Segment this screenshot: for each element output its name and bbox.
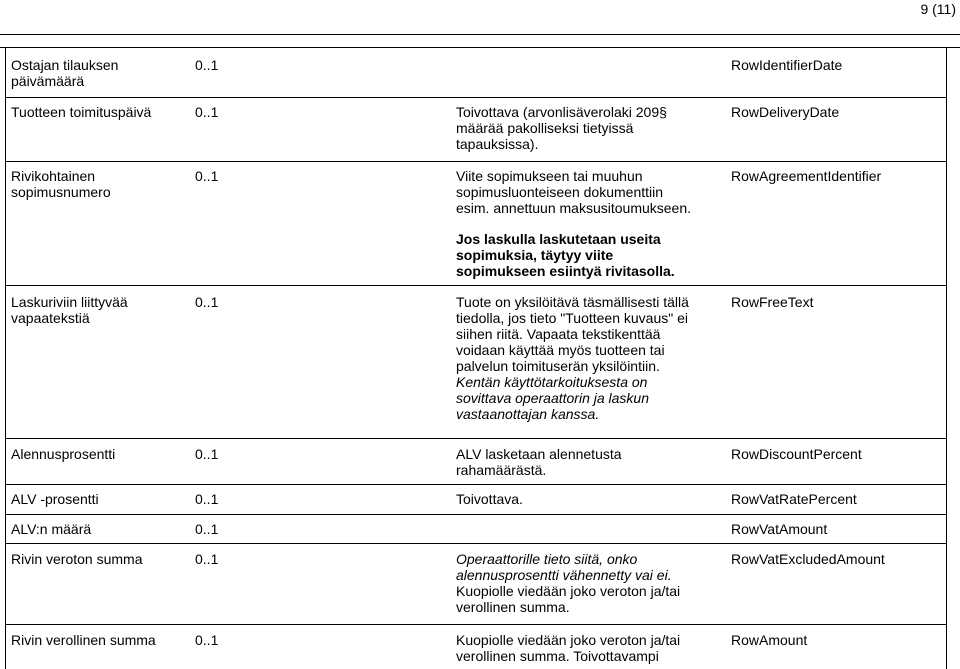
field-name: ALV:n määrä	[11, 521, 92, 537]
table-border-left	[5, 47, 6, 669]
element-name: RowVatRatePercent	[731, 491, 857, 507]
element-name: RowVatAmount	[731, 521, 828, 537]
element-name: RowDiscountPercent	[731, 446, 862, 462]
field-notes: Kuopiolle viedään joko veroton ja/tai verollinen summa. Toivottavampi	[456, 632, 681, 664]
field-notes: Tuote on yksilöitävä täsmällisesti tällä tiedolla, jos tieto "Tuotteen kuvaus" ei siihen riitä. Vapaata tekstikenttää voidaan käyttää myös tuotteen tai palvelun toimituserän yksilöintiin. Kentän käyttötarkoituksesta on sovittava operaattorin ja laskun vastaanottajan kanssa.	[456, 294, 689, 422]
cardinality: 0..1	[195, 294, 219, 310]
row-divider	[5, 438, 947, 439]
field-notes: ALV lasketaan alennetusta rahamäärästä.	[456, 446, 622, 478]
field-notes-emphasis: Jos laskulla laskutetaan useita sopimuksia, täytyy viite sopimukseen esiintyä rivitasolla.	[456, 231, 675, 279]
row-divider	[5, 97, 947, 98]
row-divider	[5, 514, 947, 515]
field-name: Ostajan tilauksen päivämäärä	[11, 57, 119, 89]
element-name: RowVatExcludedAmount	[731, 551, 885, 567]
table-border-right	[946, 47, 947, 669]
field-notes: Toivottava.	[456, 491, 523, 507]
field-notes-italic: Kentän käyttötarkoituksesta on sovittava operaattorin ja laskun vastaanottajan kanssa.	[456, 374, 649, 422]
field-notes-italic: Operaattorille tieto siitä, onko alennusprosentti vähennetty vai ei.	[456, 551, 672, 583]
page-number: 9 (11)	[920, 1, 956, 17]
field-name: Rivin verollinen summa	[11, 632, 156, 648]
cardinality: 0..1	[195, 632, 219, 648]
row-divider	[5, 285, 947, 286]
cardinality: 0..1	[195, 57, 219, 73]
field-notes: Operaattorille tieto siitä, onko alennusprosentti vähennetty vai ei. Kuopiolle viedään joko veroton ja/tai verollinen summa.	[456, 551, 681, 615]
cardinality: 0..1	[195, 168, 219, 184]
row-divider	[5, 543, 947, 544]
field-name: Alennusprosentti	[11, 446, 116, 462]
field-name: Rivin veroton summa	[11, 551, 143, 567]
rule-top-page	[0, 34, 960, 35]
row-divider	[5, 484, 947, 485]
field-name: Laskuriviin liittyvää vapaatekstiä	[11, 294, 128, 326]
cardinality: 0..1	[195, 521, 219, 537]
cardinality: 0..1	[195, 104, 219, 120]
table-border-top	[0, 47, 960, 48]
cardinality: 0..1	[195, 551, 219, 567]
row-divider	[5, 161, 947, 162]
cardinality: 0..1	[195, 491, 219, 507]
element-name: RowIdentifierDate	[731, 57, 843, 73]
field-name: ALV -prosentti	[11, 491, 99, 507]
row-divider	[5, 624, 947, 625]
field-name: Tuotteen toimituspäivä	[11, 104, 152, 120]
field-notes: Toivottava (arvonlisäverolaki 209§ määrää pakolliseksi tietyissä tapauksissa).	[456, 104, 667, 152]
element-name: RowAmount	[731, 632, 808, 648]
element-name: RowFreeText	[731, 294, 814, 310]
element-name: RowDeliveryDate	[731, 104, 840, 120]
cardinality: 0..1	[195, 446, 219, 462]
field-notes: Viite sopimukseen tai muuhun sopimusluonteiseen dokumenttiin esim. annettuun maksusitoumukseen.	[456, 168, 692, 216]
field-name: Rivikohtainen sopimusnumero	[11, 168, 111, 200]
element-name: RowAgreementIdentifier	[731, 168, 882, 184]
